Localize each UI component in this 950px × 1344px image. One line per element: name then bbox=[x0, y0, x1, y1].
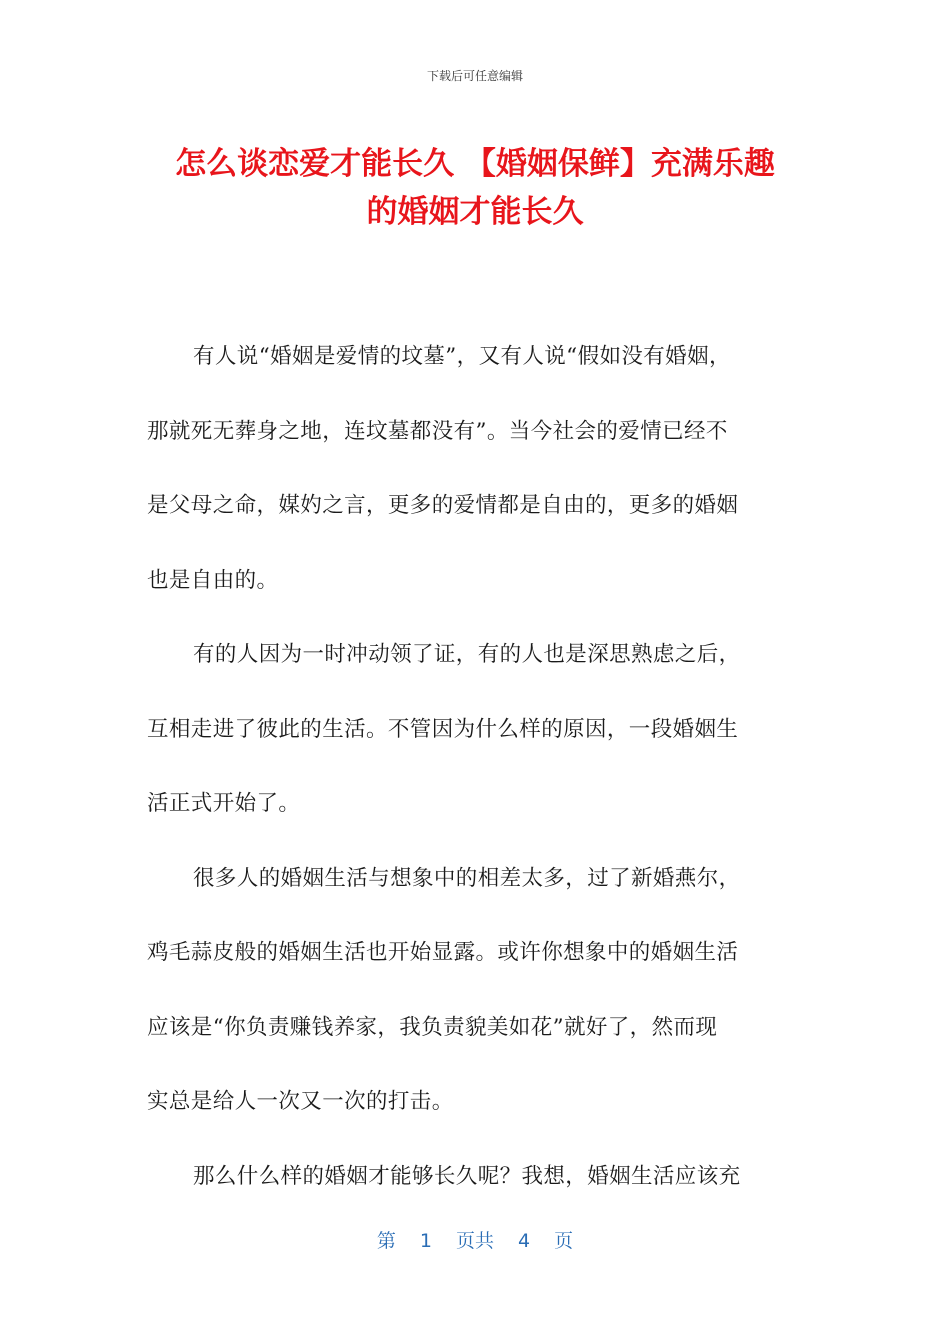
title-line: 的婚姻才能长久 bbox=[366, 194, 584, 230]
paragraph bbox=[147, 320, 807, 618]
paragraph-line: 是父母之命，媒妁之言，更多的爱情都是自由的，更多的婚姻 bbox=[147, 493, 739, 518]
document-body bbox=[147, 320, 807, 1214]
paragraph-line: 有人说“婚姻是爱情的坟墓”，又有人说“假如没有婚姻， bbox=[193, 344, 731, 369]
footer-suffix: 页 bbox=[554, 1230, 574, 1252]
paragraph-line: 有的人因为一时冲动领了证，有的人也是深思熟虑之后， bbox=[193, 642, 741, 667]
paragraph-line: 那么什么样的婚姻才能够长久呢？我想，婚姻生活应该充 bbox=[193, 1163, 741, 1189]
paragraph bbox=[147, 1140, 807, 1215]
title-line: 怎么谈恋爱才能长久 【婚姻保鲜】充满乐趣 bbox=[175, 146, 775, 182]
paragraph-line: 互相走进了彼此的生活。不管因为什么样的原因，一段婚姻生 bbox=[147, 716, 739, 742]
footer-total-pages: 4 bbox=[518, 1230, 531, 1252]
paragraph bbox=[147, 618, 807, 842]
paragraph-line: 也是自由的。 bbox=[147, 567, 279, 593]
paragraph-line: 鸡毛蒜皮般的婚姻生活也开始显露。或许你想象中的婚姻生活 bbox=[147, 940, 739, 965]
footer-prefix: 第 bbox=[376, 1230, 396, 1252]
footer-middle: 页共 bbox=[455, 1230, 494, 1252]
paragraph-line: 很多人的婚姻生活与想象中的相差太多，过了新婚燕尔， bbox=[193, 865, 741, 891]
page-footer bbox=[0, 1226, 950, 1253]
paragraph-line: 那就死无葬身之地，连坟墓都没有”。当今社会的爱情已经不 bbox=[147, 418, 728, 444]
header-note: 下载后可任意编辑 bbox=[426, 69, 523, 83]
footer-page-number: 1 bbox=[419, 1230, 432, 1252]
paragraph-line: 实总是给人一次又一次的打击。 bbox=[147, 1089, 454, 1114]
document-title bbox=[120, 140, 830, 236]
paragraph-line: 应该是“你负责赚钱养家，我负责貌美如花”就好了，然而现 bbox=[147, 1014, 718, 1040]
paragraph bbox=[147, 842, 807, 1140]
paragraph-line: 活正式开始了。 bbox=[147, 791, 301, 816]
